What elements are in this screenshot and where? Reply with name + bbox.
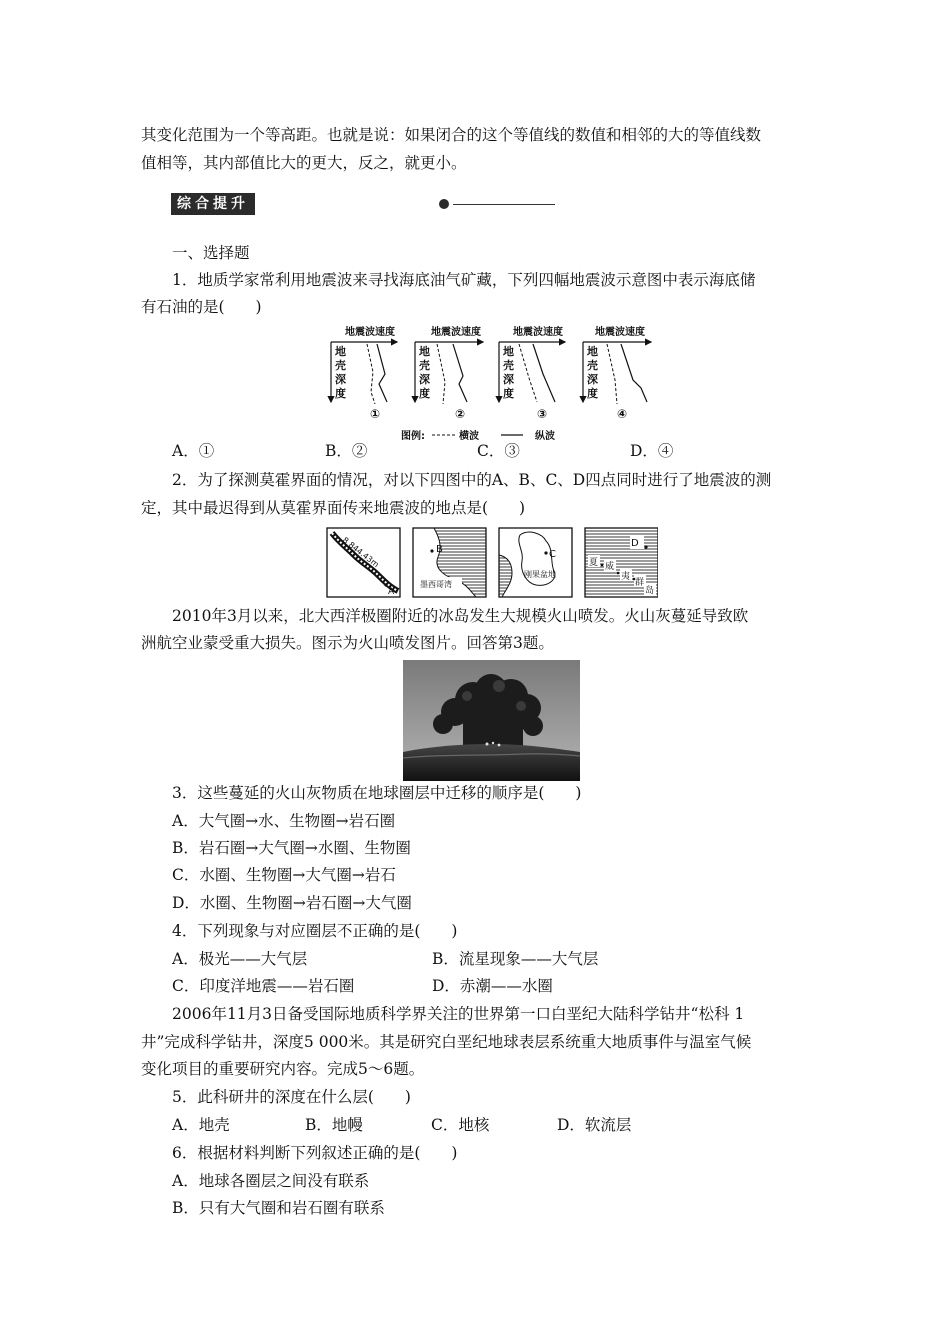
svg-text:地: 地 xyxy=(503,345,514,358)
wave-panel-4 xyxy=(583,325,651,421)
map-c-point: C xyxy=(549,549,556,560)
q6-option-b: B．只有大气圈和岩石圈有联系 xyxy=(172,1199,385,1217)
map-a xyxy=(327,528,400,597)
map-b-point: B xyxy=(436,544,443,555)
svg-text:地: 地 xyxy=(419,345,430,358)
svg-text:壳: 壳 xyxy=(335,359,346,372)
q1-stem-line-1: 1．地质学家常利用地震波来寻找海底油气矿藏，下列四幅地震波示意图中表示海底储 xyxy=(172,271,756,289)
legend-p-wave: 纵波 xyxy=(535,431,555,442)
material2-line-2: 井”完成科学钻井，深度5 000米。其是研究白垩纪地球表层系统重大地质事件与温室气候 xyxy=(141,1033,752,1051)
q3-stem: 3．这些蔓延的火山灰物质在地球圈层中迁移的顺序是( ) xyxy=(172,784,582,802)
q1-option-d: D．④ xyxy=(630,442,674,460)
q5-options xyxy=(172,1115,812,1135)
svg-text:度: 度 xyxy=(503,387,514,400)
q6-option-a: A．地球各圈层之间没有联系 xyxy=(172,1172,370,1190)
map-b-name: 墨西哥湾 xyxy=(420,580,452,589)
map-a-elevation: 8 844.43m xyxy=(340,535,381,570)
q1-option-a: A．① xyxy=(172,442,215,460)
map-d-point: D xyxy=(631,538,639,549)
section-dot-icon xyxy=(439,199,449,209)
q5-stem: 5．此科研井的深度在什么层( ) xyxy=(172,1088,411,1106)
section-label: 综合提升 xyxy=(171,193,255,215)
q6-stem: 6．根据材料判断下列叙述正确的是( ) xyxy=(172,1144,458,1162)
svg-text:深: 深 xyxy=(419,373,430,386)
svg-text:度: 度 xyxy=(335,387,346,400)
q5-option-d: D．软流层 xyxy=(557,1116,632,1134)
svg-text:地: 地 xyxy=(587,345,598,358)
svg-text:壳: 壳 xyxy=(419,359,430,372)
map-b xyxy=(413,528,486,597)
q1-stem-line-2: 有石油的是( ) xyxy=(141,298,262,316)
section-header xyxy=(171,191,555,217)
seismic-wave-figure xyxy=(325,322,665,447)
wave-panel-3 xyxy=(499,325,565,421)
q3-option-d: D．水圈、生物圈→岩石圈→大气圈 xyxy=(172,894,412,912)
svg-text:深: 深 xyxy=(503,373,514,386)
intro-line-1: 其变化范围为一个等高距。也就是说：如果闭合的这个等值线的数值和相邻的大的等值线数 xyxy=(141,126,762,144)
svg-text:地: 地 xyxy=(335,345,346,358)
wave-panel-2 xyxy=(415,325,483,421)
map-d-char-3: 夷 xyxy=(621,572,631,582)
moho-maps-figure xyxy=(326,527,658,599)
map-d-char-2: 威 xyxy=(605,562,615,572)
material1-line-1: 2010年3月以来，北大西洋极圈附近的冰岛发生大规模火山喷发。火山灰蔓延导致欧 xyxy=(172,607,749,625)
panel-4-header: 地震波速度 xyxy=(595,327,645,338)
q4-option-c: C．印度洋地震——岩石圈 xyxy=(172,977,355,995)
map-d-char-5: 岛 xyxy=(645,586,655,596)
material1-line-2: 洲航空业蒙受重大损失。图示为火山喷发图片。回答第3题。 xyxy=(141,634,554,652)
legend-s-wave: 横波 xyxy=(459,431,479,442)
map-c-name: 刚果盆地 xyxy=(524,570,556,579)
map-c xyxy=(499,528,572,597)
q1-option-b: B．② xyxy=(325,442,368,460)
panel-4-number: ④ xyxy=(617,407,628,421)
intro-line-2: 值相等，其内部值比大的更大，反之，就更小。 xyxy=(141,154,467,172)
svg-text:深: 深 xyxy=(587,373,598,386)
q1-options xyxy=(172,441,812,461)
map-d-char-1: 夏 xyxy=(589,558,599,568)
panel-2-header: 地震波速度 xyxy=(431,327,481,338)
map-d xyxy=(585,528,658,597)
map-a-point: A xyxy=(388,587,395,597)
panel-1-number: ① xyxy=(370,407,381,421)
q4-stem: 4．下列现象与对应圈层不正确的是( ) xyxy=(172,922,458,940)
q5-option-b: B．地幔 xyxy=(305,1116,363,1134)
svg-text:壳: 壳 xyxy=(587,359,598,372)
wave-panel-1 xyxy=(331,325,397,421)
panel-1-header: 地震波速度 xyxy=(345,327,395,338)
svg-text:壳: 壳 xyxy=(503,359,514,372)
part-title: 一、选择题 xyxy=(172,244,250,262)
q4-option-a: A．极光——大气层 xyxy=(172,950,308,968)
volcano-eruption-photo xyxy=(403,660,580,781)
q4-option-b: B．流星现象——大气层 xyxy=(432,950,599,968)
section-rule xyxy=(453,204,555,205)
q2-stem-line-1: 2．为了探测莫霍界面的情况，对以下四图中的A、B、C、D四点同时进行了地震波的测 xyxy=(172,471,772,489)
panel-3-header: 地震波速度 xyxy=(513,327,563,338)
material2-line-1: 2006年11月3日备受国际地质科学界关注的世界第一口白垩纪大陆科学钻井“松科 1 xyxy=(172,1005,745,1023)
svg-text:度: 度 xyxy=(587,387,598,400)
q5-option-c: C．地核 xyxy=(431,1116,490,1134)
q2-stem-line-2: 定，其中最迟得到从莫霍界面传来地震波的地点是( ) xyxy=(141,499,526,517)
svg-text:深: 深 xyxy=(335,373,346,386)
legend-prefix: 图例: xyxy=(401,431,425,442)
map-d-char-4: 群 xyxy=(635,578,645,588)
q1-option-c: C．③ xyxy=(477,442,520,460)
q3-option-c: C．水圈、生物圈→大气圈→岩石 xyxy=(172,866,396,884)
q5-option-a: A．地壳 xyxy=(172,1116,230,1134)
q3-option-a: A．大气圈→水、生物圈→岩石圈 xyxy=(172,812,396,830)
panel-2-number: ② xyxy=(455,407,466,421)
panel-3-number: ③ xyxy=(537,407,548,421)
svg-text:度: 度 xyxy=(419,387,430,400)
q3-option-b: B．岩石圈→大气圈→水圈、生物圈 xyxy=(172,839,411,857)
material2-line-3: 变化项目的重要研究内容。完成5～6题。 xyxy=(141,1060,425,1078)
q4-option-d: D．赤潮——水圈 xyxy=(432,977,553,995)
